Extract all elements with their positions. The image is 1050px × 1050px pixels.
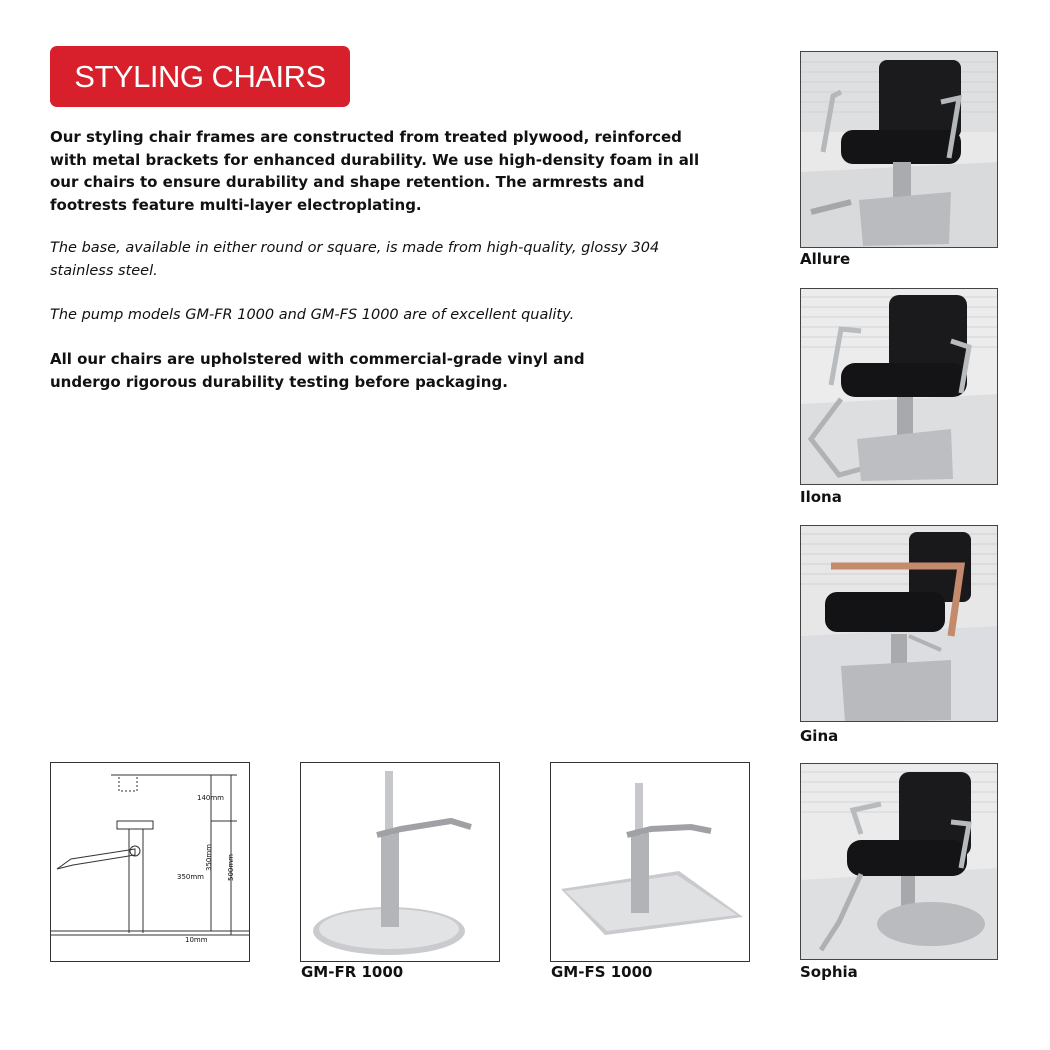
dim-label-total: 500mm (227, 854, 235, 881)
dim-label-base: 10mm (185, 936, 208, 944)
chair-name-gina: Gina (800, 727, 839, 745)
pump-model-square: GM-FS 1000 (551, 963, 653, 981)
pump-photo-round (300, 762, 500, 962)
dim-label-mid: 350mm (177, 873, 204, 881)
section-title: STYLING CHAIRS (74, 58, 326, 94)
paragraph-upholstery: All our chairs are upholstered with commercial-grade vinyl and undergo rigorous durability testing before packaging. (50, 350, 585, 391)
section-title-badge (50, 46, 350, 107)
chair-photo-allure (800, 51, 998, 248)
pump-model-round: GM-FR 1000 (301, 963, 404, 981)
chair-photo-ilona (800, 288, 998, 485)
dim-label-top: 140mm (197, 794, 224, 802)
chair-name-ilona: Ilona (800, 488, 842, 506)
chair-name-sophia: Sophia (800, 963, 858, 981)
chair-photo-sophia (800, 763, 998, 960)
dim-label-mid-vertical: 350mm (205, 844, 213, 871)
paragraph-construction: Our styling chair frames are constructed from treated plywood, reinforced with metal brackets for enhanced durability. We use high-density foam in all our chairs to ensure durability and shape retention. The armrests and footrests feature multi-layer electroplating. (50, 128, 700, 214)
paragraph-pump: The pump models GM-FR 1000 and GM-FS 1000 are of excellent quality. (50, 307, 575, 323)
pump-dimension-diagram (50, 762, 250, 962)
paragraph-base: The base, available in either round or square, is made from high-quality, glossy 304 stainless steel. (50, 240, 660, 279)
chair-photo-gina (800, 525, 998, 722)
chair-name-allure: Allure (800, 250, 851, 268)
pump-photo-square (550, 762, 750, 962)
